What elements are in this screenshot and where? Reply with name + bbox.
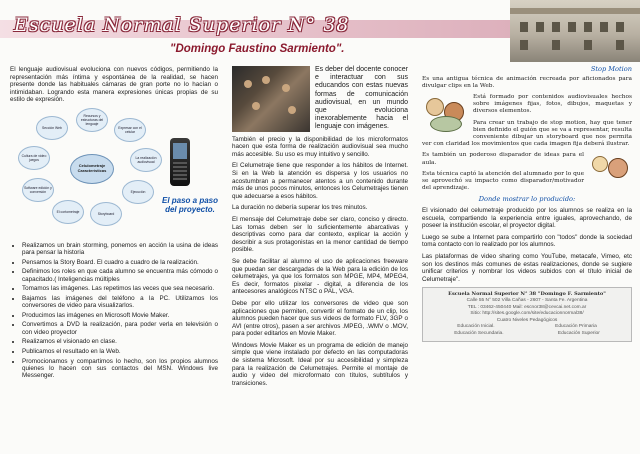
paragraph: Se debe facilitar al alumno el uso de aplicaciones freeware que puedan ser descargadas de la Web para la edición de los celumetrajes, ya que los formatos son MPGE, MP4, MPEG4, Es decir, formatos pixelar - digital, a diferencia de los antecesores analógicos NTSC o PAL, VGA.: [232, 257, 408, 296]
column-right: [422, 66, 632, 342]
level-item: Educación Superior: [557, 330, 600, 336]
school-building-photo: [510, 0, 640, 62]
diagram-node: Sección Web: [36, 116, 68, 140]
concept-diagram: [18, 108, 168, 228]
paragraph: Debe por ello utilizar los conversores de video que son aplicaciones que permiten, convertir el formato de un clip, los alumnos pueden hacer que sus videos de formato FLV, 3GP o AVI (entre otros), pasen a ser archivos .MPEG, .WMV o .MOV, para poder editarlos en Movie Maker.: [232, 299, 408, 338]
contact-box: [422, 287, 632, 341]
paragraph: Es una antigua técnica de animación recreada por aficionados para divulgar clips en la Web.: [422, 75, 632, 89]
list-item: • Definimos los roles en que cada alumno se encuentra más cómodo o capacitado.( Inteligencias múltiples: [22, 268, 218, 283]
contact-school-name: Escuela Normal Superior N° 38 "Domingo F. Sarmiento": [448, 291, 606, 298]
classroom-photo: [232, 66, 310, 132]
contact-address: Calle 55 N° 502 Villa Cañas - 2607 - Santa Fe. Argentina: [466, 297, 588, 303]
paragraph: El visionado del celumetraje producido por los alumnos se realiza en la escuela, compartiendo la experiencia entre iguales, aprovechando, de poseer la institución escolar, el proyector digital.: [422, 207, 632, 230]
diagram-node: Recursos y estructuras del lenguaje: [76, 108, 108, 132]
diagram-node: El cortometraje: [52, 200, 84, 224]
level-item: Educación Inicial.: [457, 324, 495, 330]
list-item: • Promocionamos y compartimos lo hecho, son los propios alumnos quienes lo hacen con sus contactos del MSN. Windows live Messenger.: [22, 358, 218, 380]
level-item: Educación Secundaria.: [454, 330, 504, 336]
school-subtitle: "Domingo Faustino Sarmiento".: [170, 43, 345, 55]
levels-row: [427, 324, 627, 331]
steps-list: [10, 242, 218, 379]
diagram-node: Storyboard: [90, 202, 122, 226]
cellphone-image: [170, 138, 190, 186]
contact-site-link[interactable]: Sitio: http://sites.google.com/site/educacionnormal38/: [470, 311, 584, 317]
paragraph: Las plataformas de video sharing como YouTube, metacafe, Vimeo, etc son los destinos más comunes de estas realizaciones, donde se sugiere unificar criterios y nombrar los videos subidos con el título inicial de Celumetraje".: [422, 253, 632, 283]
diagram-node: Cultura de video juegos: [18, 146, 50, 170]
diagram-node: Expresar con el celular: [114, 118, 146, 142]
paragraph: Windows Movie Maker es un programa de edición de manejo simple que viene instalado por defecto en las computadoras de sistema Microsoft. Ideal por su accesibilidad y simpleza para la realización de Celumetrajes. Permite el montaje de audio y video del microformato con títulos, subtítulos y transiciones.: [232, 341, 408, 387]
diagram-node: La realización audiovisual: [130, 148, 162, 172]
list-item: • Publicamos el resultado en la Web.: [22, 348, 218, 355]
list-item: • Tomamos las imágenes. Las repetimos las veces que sea necesario.: [22, 285, 218, 292]
levels-row: [427, 331, 627, 338]
cartoon-illustration: [588, 152, 632, 182]
stop-motion-heading: Stop Motion: [590, 65, 632, 73]
intro-paragraph: El lenguaje audiovisual evoluciona con nuevos códigos, permitiendo la representación más íntima y espontánea de la realidad, se hacen presente donde las habituales cámaras de gran porte no lo hacían o intimidaban. Logrando esta manera expresiones únicas propias de su estilo de expresión.: [10, 66, 218, 104]
paragraph: Para crear un trabajo de stop motion, hay que tener bien definido el guión que se va a representar, resulta conveniente dibujar un storyboard que nos permita ver con claridad los movimientos que cada imagen fija deberá ilustrar.: [422, 119, 632, 148]
list-item: • Producimos las imágenes en Microsoft Movie Maker.: [22, 312, 218, 319]
column-left: [10, 66, 218, 382]
levels-heading: Cuatro Niveles Pedagógicos: [496, 317, 558, 323]
cartoon-illustration: [422, 94, 468, 134]
list-item: • Pensamos la Story Board. El cuadro a cuadro de la realización.: [22, 259, 218, 266]
diagram-center: Celulometraje Características: [70, 154, 114, 184]
paragraph: Es también un poderoso disparador de ideas para el aula.: [422, 152, 584, 166]
paragraph: Está formado por contenidos audiovisuales hechos sobre imágenes fijas, fotos, dibujos, maquetas y diversos elementos.: [473, 94, 632, 115]
paragraph: La duración no debería superar los tres minutos.: [232, 204, 368, 212]
paragraph: Luego se sube a Internet para compartirlo con "todos" donde la sociedad toma contacto con lo realizado por los alumnos.: [422, 233, 632, 249]
paragraph: Esta técnica captó la atención del alumnado por lo que se aprovechó su impacto como disparador/motivador del aprendizaje.: [422, 170, 584, 192]
paragraph: El mensaje del Celumetraje debe ser claro, conciso y directo. Las tomas deben ser lo suficientemente abarcativas y descriptivas como para dar contexto, explicar la acción y describir a sus protagonistas en la menor cantidad de tiempo posible.: [232, 215, 408, 254]
list-item: • Convertimos a DVD la realización, para poder verla en televisión o con video proyector: [22, 321, 218, 336]
header-banner: [0, 0, 640, 62]
paragraph: También el precio y la disponibilidad de los microformatos hacen que esta forma de realización audiovisual sea mucho más accesible. Su uso es muy intuitivo y sencillo.: [232, 135, 408, 158]
level-item: Educación Primaria: [555, 324, 597, 330]
column-middle: [232, 66, 408, 391]
diagram-node: Software edición y conversión: [22, 178, 54, 202]
contact-phone-mail: TEL : 03462-450440 Mail: escnor38@cevcai.net.com.ar: [467, 304, 587, 310]
lead-paragraph: Es deber del docente conocer e interactuar con sus educandos con estas nuevas formas de comunicación audiovisual, en un mundo que evoluciona inexorablemente hacia el lenguaje con imágenes.: [315, 66, 409, 131]
where-to-show-heading: Donde mostrar lo producido:: [478, 195, 576, 204]
concept-diagram-area: [10, 108, 218, 240]
list-item: • Realizamos el visionado en clase.: [22, 338, 218, 345]
school-title: Escuela Normal Superior N° 38: [14, 14, 350, 36]
list-item: • Realizamos un brain storming, ponemos en acción la usina de ideas para pensar la historia: [22, 242, 218, 257]
diagram-node: Ejecución: [122, 180, 154, 204]
step-by-step-heading: El paso a paso del proyecto.: [161, 195, 219, 214]
list-item: • Bajamos las imágenes del teléfono a la PC. Utilizamos los conversores de video para visualizarlos.: [22, 295, 218, 310]
paragraph: El Celumetraje tiene que responder a los hábitos de Internet. Si en la Web la atención es dispersa y los usuarios no acostumbran a permanecer atentos a un contenido durante más de unos pocos minutos, entonces los Celumetrajes tienen que adecuarse a esos hábitos.: [232, 162, 408, 200]
